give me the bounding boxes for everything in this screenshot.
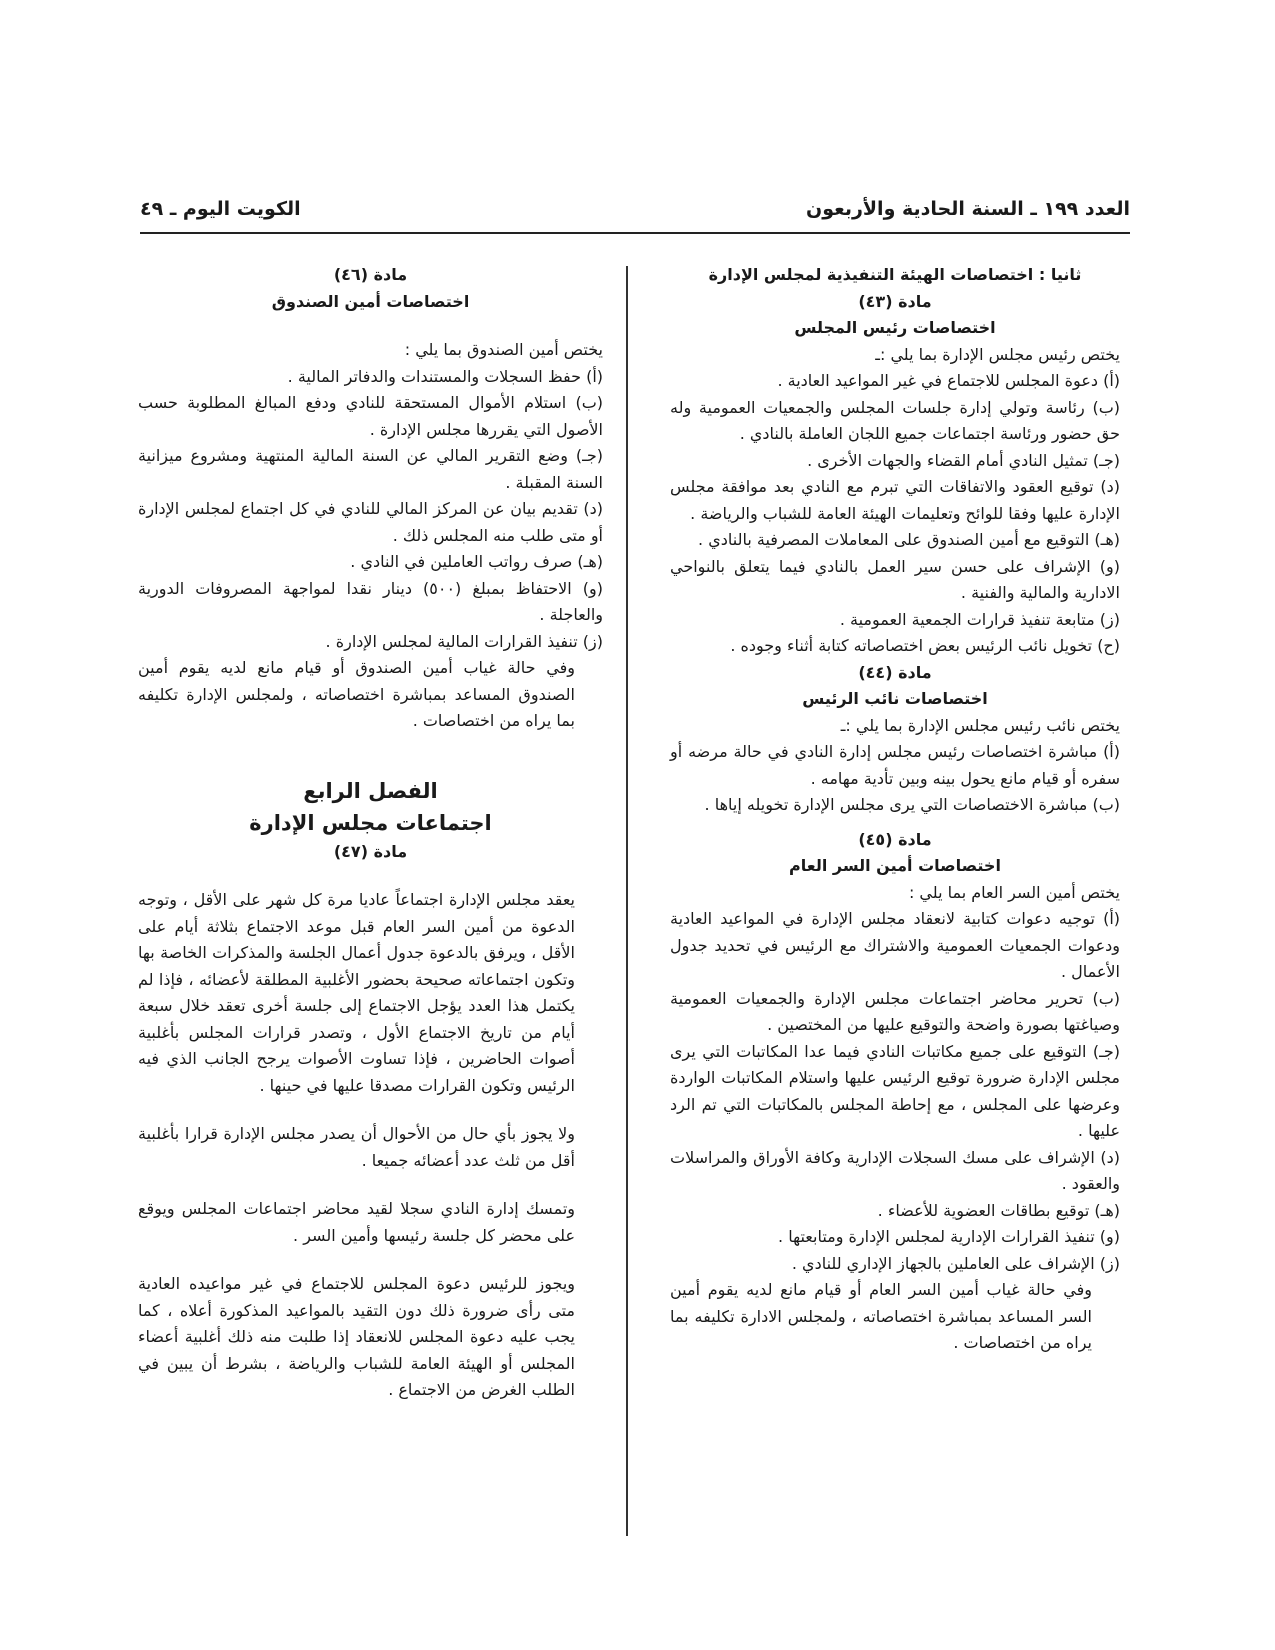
chapter-subtitle: اجتماعات مجلس الإدارة <box>249 810 492 835</box>
list-item: (أ) مباشرة اختصاصات رئيس مجلس إدارة النادي في حالة مرضه أو سفره أو قيام مانع يحول بينه وبين تأدية مهامه . <box>670 742 1120 788</box>
list-item: (د) تقديم بيان عن المركز المالي للنادي في كل اجتماع لمجلس الإدارة أو متى طلب منه المجلس ذلك . <box>138 499 603 545</box>
list-item: (ز) تنفيذ القرارات المالية لمجلس الإدارة . <box>325 631 603 651</box>
article-44-title: اختصاصات نائب الرئيس <box>802 689 988 708</box>
list-item: (جـ) تمثيل النادي أمام القضاء والجهات الأخرى . <box>807 450 1120 470</box>
list-item: (جـ) التوقيع على جميع مكاتبات النادي فيما عدا المكاتبات التي يرى مجلس الإدارة ضرورة توقيع الرئيس عليها واستلام المكاتبات الواردة وعرضها على المجلس ، مع إحاطة المجلس بالمكاتبات التي تم الرد عليها . <box>670 1041 1120 1140</box>
article-46-intro: يختص أمين الصندوق بما يلي : <box>404 340 603 359</box>
list-item: (و) تنفيذ القرارات الإدارية لمجلس الإدارة ومتابعتها . <box>778 1227 1120 1246</box>
article-46-closing: وفي حالة غياب أمين الصندوق أو قيام مانع لديه يقوم أمين الصندوق المساعد بمباشرة اختصاصاته ، ولمجلس الإدارة تكليفه بما يراه من اختصاصات . <box>138 658 575 730</box>
list-item: (ب) مباشرة الاختصاصات التي يرى مجلس الإدارة تخويله إياها . <box>704 795 1120 814</box>
publication-page: الكويت اليوم ـ ٤٩ <box>140 198 301 220</box>
article-45-number: مادة (٤٥) <box>858 829 932 849</box>
list-item: (هـ) التوقيع مع أمين الصندوق على المعاملات المصرفية بالنادي . <box>698 530 1120 549</box>
column-divider <box>626 266 628 1536</box>
article-43-title: اختصاصات رئيس المجلس <box>794 318 996 337</box>
article-45-title: اختصاصات أمين السر العام <box>789 856 1001 875</box>
list-item: (ز) متابعة تنفيذ قرارات الجمعية العمومية . <box>839 609 1120 629</box>
list-item: (ح) تخويل نائب الرئيس بعض اختصاصاته كتابة أثناء وجوده . <box>730 636 1120 655</box>
list-item: (د) الإشراف على مسك السجلات الإدارية وكافة الأوراق والمراسلات والعقود . <box>670 1147 1120 1193</box>
chapter-title: الفصل الرابع <box>303 778 438 803</box>
paragraph: يعقد مجلس الإدارة اجتماعاً عاديا مرة كل شهر على الأقل ، وتوجه الدعوة من أمين السر العام قبل موعد الاجتماع بثلاثة أيام على الأقل ، ويرفق بالدعوة جدول أعمال الجلسة والمذكرات الخاصة بها وتكون اجتماعاته صحيحة بحضور الأغلبية المطلقة لأعضائه ، فإذا لم يكتمل هذا العدد يؤجل الاجتماع إلى جلسة أخرى تعقد خلال سبعة أيام من تاريخ الاجتماع الأول ، وتصدر قرارات المجلس بأغلبية أصوات الحاضرين ، فإذا تساوت الأصوات يرجح الجانب الذي فيه الرئيس وتكون القرارات مصدقا عليها في حينها . <box>138 890 575 1095</box>
list-item: (ز) الإشراف على العاملين بالجهاز الإداري للنادي . <box>791 1253 1120 1273</box>
list-item: (هـ) صرف رواتب العاملين في النادي . <box>350 552 603 571</box>
article-45-intro: يختص أمين السر العام بما يلي : <box>908 882 1120 902</box>
article-44-number: مادة (٤٤) <box>858 662 932 682</box>
list-item: (و) الاحتفاظ بمبلغ (٥٠٠) دينار نقدا لمواجهة المصروفات الدورية والعاجلة . <box>138 578 603 624</box>
paragraph: ويجوز للرئيس دعوة المجلس للاجتماع في غير مواعيده العادية متى رأى ضرورة ذلك دون التقيد بالمواعيد المذكورة أعلاه ، كما يجب عليه دعوة المجلس للانعقاد إذا طلبت منه ذلك أغلبية أعضاء المجلس أو الهيئة العامة للشباب والرياضة ، بشرط أن يبين في الطلب الغرض من الاجتماع . <box>138 1274 575 1399</box>
list-item: (أ) دعوة المجلس للاجتماع في غير المواعيد العادية . <box>777 371 1120 390</box>
list-item: (أ) توجيه دعوات كتابية لانعقاد مجلس الإدارة في المواعيد العادية ودعوات الجمعيات العمومية والاشتراك مع الرئيس في تحديد جدول الأعمال . <box>670 909 1120 981</box>
list-item: (هـ) توقيع بطاقات العضوية للأعضاء . <box>877 1200 1120 1220</box>
list-item: (ب) استلام الأموال المستحقة للنادي ودفع المبالغ المطلوبة حسب الأصول التي يقررها مجلس الإدارة . <box>138 393 603 439</box>
paragraph: ولا يجوز بأي حال من الأحوال أن يصدر مجلس الإدارة قرارا بأغلبية أقل من ثلث عدد أعضائه جميعا . <box>138 1124 575 1170</box>
article-43-number: مادة (٤٣) <box>858 291 932 311</box>
issue-info: العدد ١٩٩ ـ السنة الحادية والأربعون <box>805 198 1130 220</box>
list-item: (أ) حفظ السجلات والمستندات والدفاتر المالية . <box>287 366 603 386</box>
left-column <box>138 262 603 1404</box>
article-43-intro: يختص رئيس مجلس الإدارة بما يلي :ـ <box>875 344 1120 364</box>
article-44-intro: يختص نائب رئيس مجلس الإدارة بما يلي :ـ <box>840 715 1120 735</box>
section-title: ثانيا : اختصاصات الهيئة التنفيذية لمجلس الإدارة <box>708 265 1082 284</box>
article-46-title: اختصاصات أمين الصندوق <box>271 291 470 311</box>
list-item: (د) توقيع العقود والاتفاقات التي تبرم مع النادي بعد موافقة مجلس الإدارة عليها وفقا للوائح وتعليمات الهيئة العامة للشباب والرياضة . <box>670 477 1120 523</box>
list-item: (جـ) وضع التقرير المالي عن السنة المالية المنتهية ومشروع ميزانية السنة المقبلة . <box>138 446 603 492</box>
article-46-number: مادة (٤٦) <box>333 265 408 284</box>
article-47-number: مادة (٤٧) <box>333 841 408 861</box>
list-item: (و) الإشراف على حسن سير العمل بالنادي فيما يتعلق بالنواحي الادارية والمالية والفنية . <box>670 556 1120 602</box>
page-header <box>140 196 1130 234</box>
paragraph: وتمسك إدارة النادي سجلا لقيد محاضر اجتماعات المجلس ويوقع على محضر كل جلسة رئيسها وأمين السر . <box>138 1199 575 1245</box>
list-item: (ب) رئاسة وتولي إدارة جلسات المجلس والجمعيات العمومية وله حق حضور ورئاسة اجتماعات جميع اللجان العاملة بالنادي . <box>670 397 1120 443</box>
right-column <box>670 262 1120 1357</box>
article-45-closing: وفي حالة غياب أمين السر العام أو قيام مانع لديه يقوم أمين السر المساعد بمباشرة اختصاصاته ، ولمجلس الادارة تكليفه بما يراه من اختصاصات . <box>670 1280 1092 1352</box>
list-item: (ب) تحرير محاضر اجتماعات مجلس الإدارة والجمعيات العمومية وصياغتها بصورة واضحة والتوقيع عليها من المختصين . <box>670 988 1120 1034</box>
